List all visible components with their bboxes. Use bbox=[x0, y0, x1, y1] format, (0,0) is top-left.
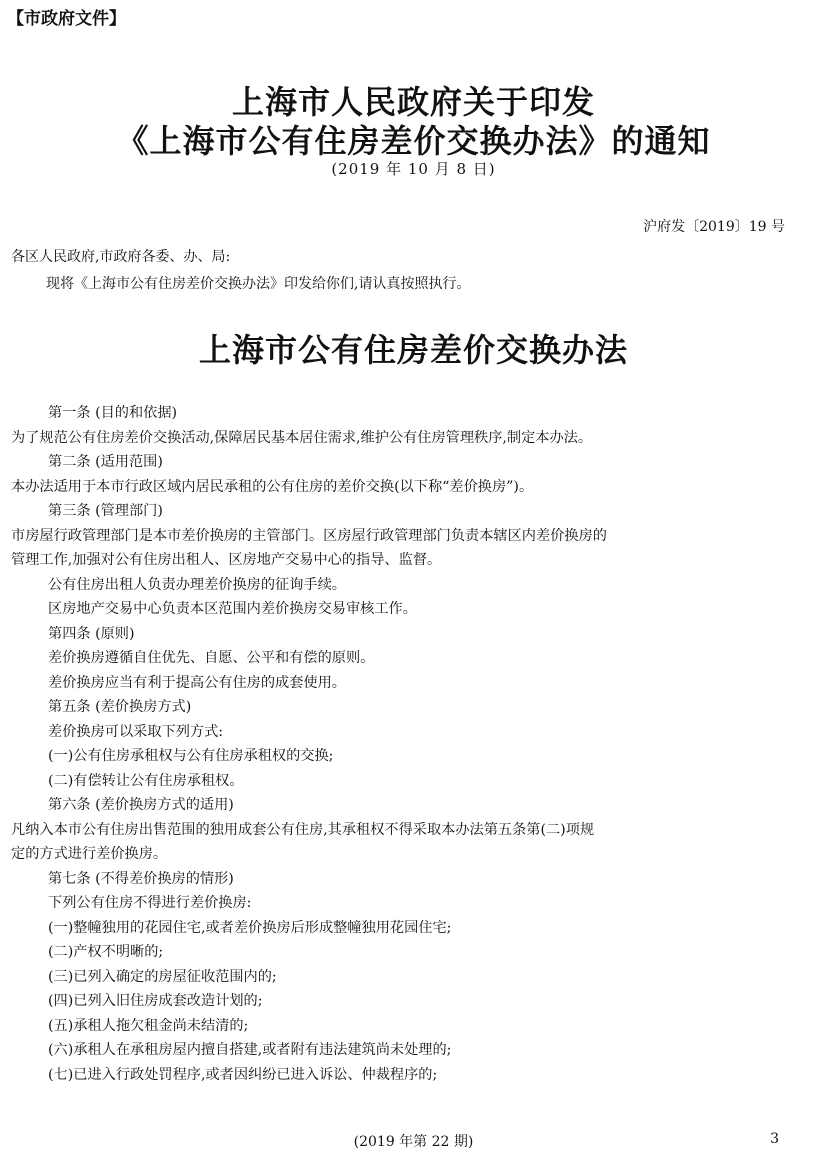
law-line: 市房屋行政管理部门是本市差价换房的主管部门。区房屋行政管理部门负责本辖区内差价换房的 bbox=[11, 527, 607, 544]
law-line: 凡纳入本市公有住房出售范围的独用成套公有住房,其承租权不得采取本办法第五条第(二)项规 bbox=[11, 821, 595, 838]
law-line: (七)已进入行政处罚程序,或者因纠纷已进入诉讼、仲裁程序的; bbox=[48, 1066, 438, 1083]
law-line: 第二条 (适用范围) bbox=[48, 454, 163, 470]
law-body bbox=[11, 401, 821, 1087]
law-line: 第五条 (差价换房方式) bbox=[48, 699, 192, 715]
law-line: (五)承租人拖欠租金尚未结清的; bbox=[48, 1017, 249, 1034]
law-title: 上海市公有住房差价交换办法 bbox=[198, 331, 628, 369]
law-line: 第三条 (管理部门) bbox=[48, 503, 163, 519]
law-line: (四)已列入旧住房成套改造计划的; bbox=[48, 993, 263, 1009]
law-line: 第七条 (不得差价换房的情形) bbox=[48, 870, 234, 887]
law-line: (二)有偿转让公有住房承租权。 bbox=[48, 772, 244, 789]
law-line: 第四条 (原则) bbox=[48, 625, 135, 642]
law-line: 差价换房可以采取下列方式: bbox=[48, 723, 224, 740]
law-line: (二)产权不明晰的; bbox=[48, 944, 164, 960]
law-line: (六)承租人在承租房屋内擅自搭建,或者附有违法建筑尚未处理的; bbox=[48, 1042, 452, 1058]
law-line: 定的方式进行差价换房。 bbox=[11, 846, 168, 862]
page-number: 3 bbox=[770, 1131, 779, 1147]
law-line: 下列公有住房不得进行差价换房: bbox=[48, 895, 252, 911]
law-line: 管理工作,加强对公有住房出租人、区房地产交易中心的指导、监督。 bbox=[11, 552, 442, 568]
section-tag: 【市政府文件】 bbox=[7, 9, 126, 29]
law-line: 本办法适用于本市行政区域内居民承租的公有住房的差价交换(以下称“差价换房”)。 bbox=[11, 478, 534, 495]
salutation: 各区人民政府,市政府各委、办、局: bbox=[11, 249, 231, 265]
issue-footer: (2019 年第 22 期) bbox=[353, 1134, 474, 1150]
law-line: 差价换房应当有利于提高公有住房的成套使用。 bbox=[48, 674, 346, 691]
law-line: 差价换房遵循自住优先、自愿、公平和有偿的原则。 bbox=[48, 650, 375, 666]
notice-title-line-2: 《上海市公有住房差价交换办法》的通知 bbox=[116, 122, 711, 160]
law-line: 为了规范公有住房差价交换活动,保障居民基本居住需求,维护公有住房管理秩序,制定本办法。 bbox=[11, 429, 593, 446]
law-line: (三)已列入确定的房屋征收范围内的; bbox=[48, 968, 277, 985]
law-line: (一)整幢独用的花园住宅,或者差价换房后形成整幢独用花园住宅; bbox=[48, 919, 452, 936]
law-line: 公有住房出租人负责办理差价换房的征询手续。 bbox=[48, 576, 346, 593]
law-line: 第六条 (差价换房方式的适用) bbox=[48, 797, 234, 813]
law-line: 第一条 (目的和依据) bbox=[48, 405, 178, 421]
law-line: 区房地产交易中心负责本区范围内差价换房交易审核工作。 bbox=[48, 601, 417, 617]
document-number: 沪府发〔2019〕19 号 bbox=[643, 219, 785, 235]
issue-date: (2019 年 10 月 8 日) bbox=[331, 160, 496, 178]
law-line: (一)公有住房承租权与公有住房承租权的交换; bbox=[48, 748, 334, 764]
notice-body: 现将《上海市公有住房差价交换办法》印发给你们,请认真按照执行。 bbox=[46, 276, 471, 292]
notice-title-line-1: 上海市人民政府关于印发 bbox=[231, 83, 595, 121]
